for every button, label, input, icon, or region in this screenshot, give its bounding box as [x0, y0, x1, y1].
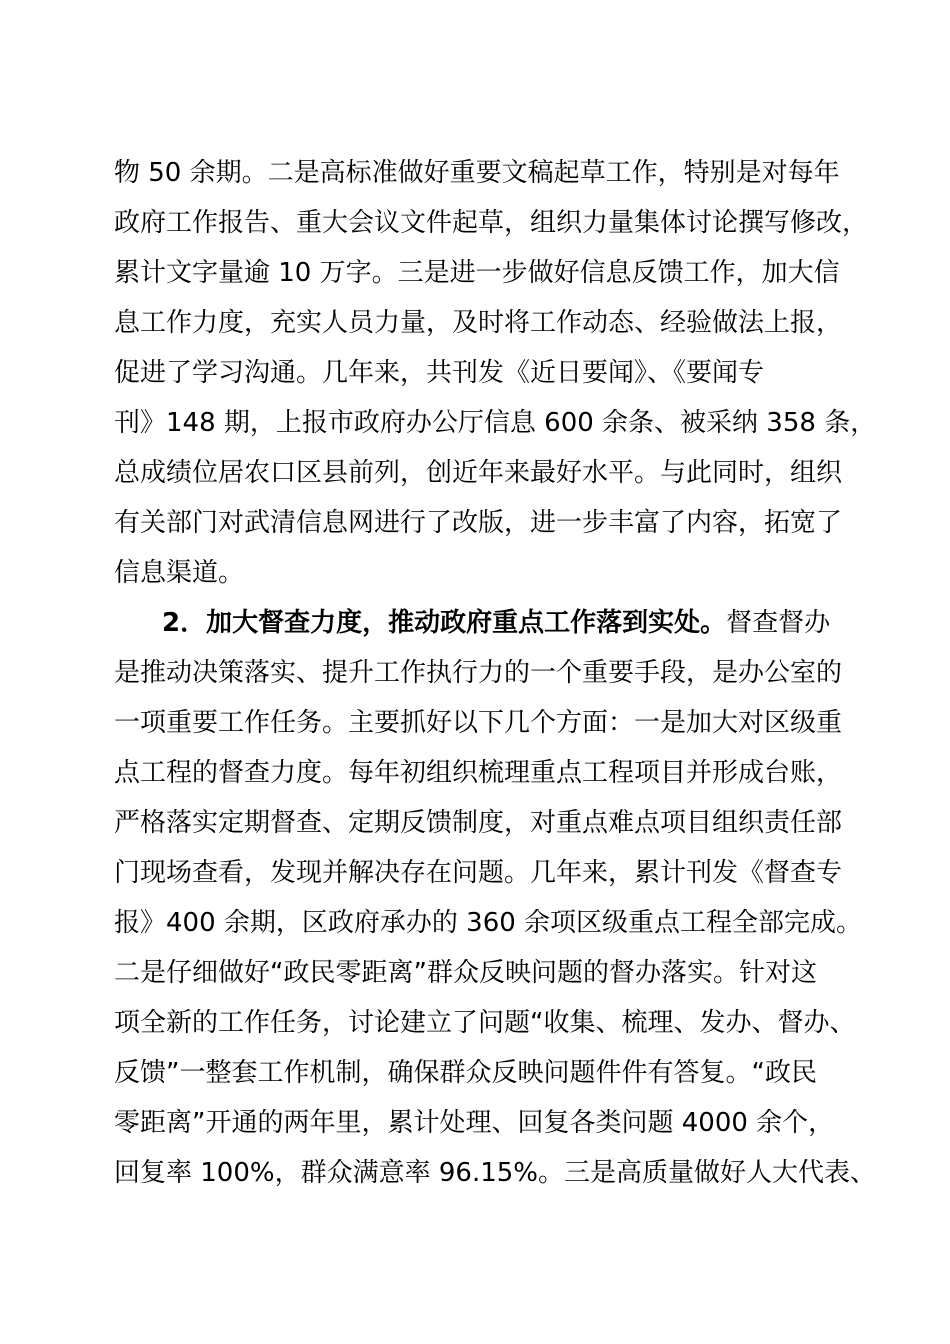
- text-line: 点工程的督查力度。每年初组织梳理重点工程项目并形成台账，: [114, 758, 843, 788]
- text-line: 息工作力度，充实人员力量，及时将工作动态、经验做法上报，: [114, 308, 843, 338]
- text-line: 促进了学习沟通。几年来，共刊发《近日要闻》、《要闻专: [114, 358, 765, 388]
- text-line: 信息渠道。: [114, 558, 245, 588]
- text-line: 政府工作报告、重大会议文件起草，组织力量集体讨论撰写修改，: [114, 208, 869, 238]
- text-line: 零距离”开通的两年里，累计处理、回复各类问题 4000 余个，: [114, 1108, 835, 1138]
- text-line: 报》400 余期，区政府承办的 360 余项区级重点工程全部完成。: [114, 908, 863, 938]
- section-heading-continuation: 督查督办: [726, 608, 831, 638]
- text-line: 物 50 余期。二是高标准做好重要文稿起草工作，特别是对每年: [114, 158, 840, 188]
- text-line: 总成绩位居农口区县前列，创近年来最好水平。与此同时，组织: [114, 458, 843, 488]
- text-line: 项全新的工作任务，讨论建立了问题“收集、梳理、发办、督办、: [114, 1008, 856, 1038]
- text-line: 有关部门对武清信息网进行了改版，进一步丰富了内容，拓宽了: [114, 508, 843, 538]
- text-line: 刊》148 期，上报市政府办公厅信息 600 余条、被采纳 358 条，: [114, 408, 877, 438]
- text-line: 严格落实定期督查、定期反馈制度，对重点难点项目组织责任部: [114, 808, 843, 838]
- text-line: 一项重要工作任务。主要抓好以下几个方面：一是加大对区级重: [114, 708, 843, 738]
- text-line: 二是仔细做好“政民零距离”群众反映问题的督办落实。针对这: [114, 958, 817, 988]
- text-line: 门现场查看，发现并解决存在问题。几年来，累计刊发《督查专: [114, 858, 843, 888]
- text-line: 回复率 100%，群众满意率 96.15%。三是高质量做好人大代表、: [114, 1158, 876, 1188]
- text-line: 是推动决策落实、提升工作执行力的一个重要手段，是办公室的: [114, 658, 843, 688]
- text-line: 累计文字量逾 10 万字。三是进一步做好信息反馈工作，加大信: [114, 258, 840, 288]
- section-heading: 2．加大督查力度，推动政府重点工作落到实处。: [162, 608, 727, 638]
- section-heading-line: [162, 608, 830, 638]
- text-line: 反馈”一整套工作机制，确保群众反映问题件件有答复。“政民: [114, 1058, 817, 1088]
